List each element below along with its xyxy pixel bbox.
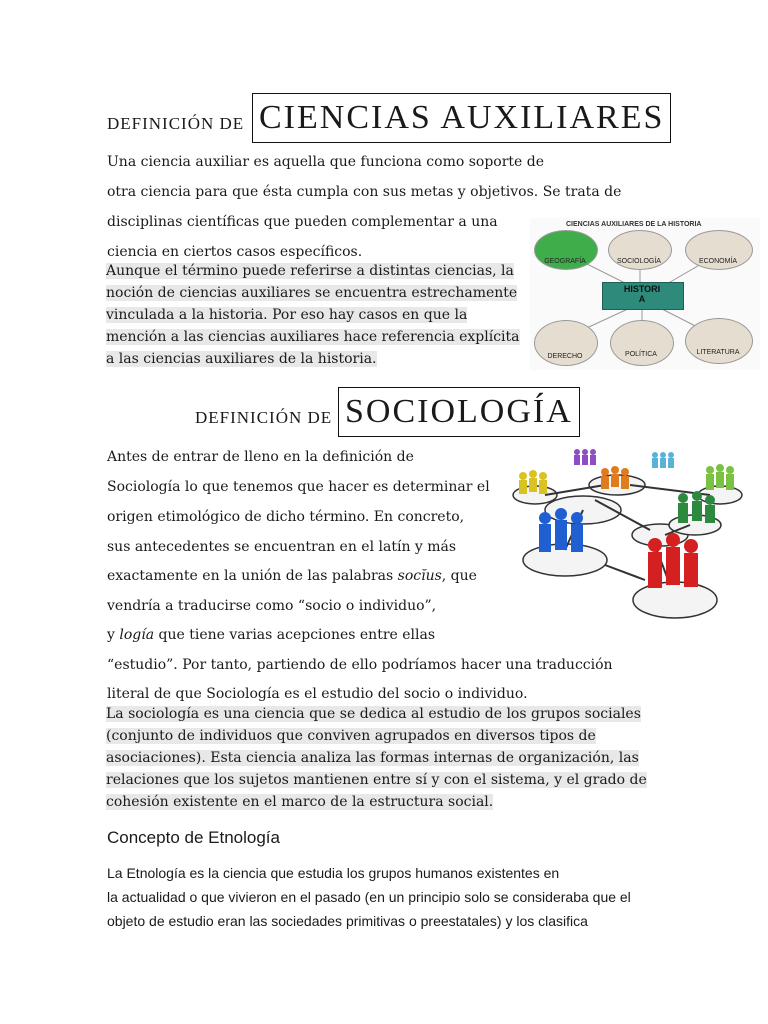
label-sociologia: SOCIOLOGÍA [617, 258, 661, 265]
history-diagram [530, 218, 760, 370]
text-span: exactamente en la unión de las palabras [107, 568, 398, 584]
section2-title: SOCIOLOGÍA [338, 387, 580, 437]
section1-highlight-line: a las ciencias auxiliares de la historia. [106, 351, 377, 367]
section2-highlight-line: La sociología es una ciencia que se dedica al estudio de los grupos sociales [106, 706, 641, 722]
diagram-title: CIENCIAS AUXILIARES DE LA HISTORIA [566, 221, 702, 228]
label-politica: POLÍTICA [625, 351, 657, 358]
section2-highlight-line: relaciones que los sujetos mantienen entre sí y con el sistema, y el grado de [106, 772, 647, 788]
label-derecho: DERECHO [547, 353, 583, 360]
section2-highlight-line: cohesión existente en el marco de la estructura social. [106, 794, 494, 810]
section1-highlight-line: Aunque el término puede referirse a distintas ciencias, la [106, 263, 514, 279]
section1-prefix: DEFINICIÓN DE [107, 114, 245, 133]
section3-line: La Etnología es la ciencia que estudia los grupos humanos existentes en [107, 865, 560, 881]
section3-title: Concepto de Etnología [107, 828, 280, 847]
section2-line: Antes de entrar de lleno en la definición de [107, 449, 414, 465]
section1-highlight-line: mención a las ciencias auxiliares hace referencia explícita [106, 329, 520, 345]
section2-line [107, 568, 477, 584]
section1-line: disciplinas científicas que pueden complementar a una [107, 214, 498, 230]
section3-line: la actualidad o que vivieron en el pasado (en un principio solo se consideraba que el [107, 889, 631, 905]
section2-line: vendría a traducirse como “socio o individuo”, [107, 598, 437, 614]
oval-politica [610, 320, 674, 366]
section2-highlight-line: asociaciones). Esta ciencia analiza las formas internas de organización, las [106, 750, 639, 766]
greek-word: logía [119, 627, 155, 643]
diagram-center-label: HISTORI A [623, 284, 661, 304]
section3-line: objeto de estudio eran las sociedades primitivas o preestatales) y los clasifica [107, 913, 588, 929]
section2-line: origen etimológico de dicho término. En concreto, [107, 509, 465, 525]
section1-line: ciencia en ciertos casos específicos. [107, 244, 363, 260]
text-span: , que [441, 568, 477, 584]
label-literatura: LITERATURA [696, 349, 740, 356]
label-economia: ECONOMÍA [698, 258, 738, 265]
section2-prefix: DEFINICIÓN DE [195, 408, 333, 427]
section1-line: Una ciencia auxiliar es aquella que funciona como soporte de [107, 154, 545, 170]
section1-highlight-line: vinculada a la historia. Por eso hay casos en que la [106, 307, 468, 323]
label-geografia: GEOGRAFÍA [544, 258, 586, 265]
latin-word: socĭus [397, 568, 442, 584]
section1-line: otra ciencia para que ésta cumpla con sus metas y objetivos. Se trata de [107, 184, 622, 200]
text-span: y [107, 627, 120, 643]
section2-line: sus antecedentes se encuentran en el latín y más [107, 539, 457, 555]
section1-highlight-line: noción de ciencias auxiliares se encuentra estrechamente [106, 285, 518, 301]
section2-line: Sociología lo que tenemos que hacer es determinar el [107, 479, 490, 495]
section2-highlight-line: (conjunto de individuos que conviven agrupados en diversos tipos de [106, 728, 596, 744]
section2-line [107, 627, 435, 643]
oval-literatura [685, 318, 753, 364]
section2-line: literal de que Sociología es el estudio del socio o individuo. [107, 686, 528, 702]
section2-line: “estudio”. Por tanto, partiendo de ello podríamos hacer una traducción [107, 657, 613, 673]
network-people-illustration [505, 440, 760, 630]
text-span: que tiene varias acepciones entre ellas [154, 627, 436, 643]
section1-title: CIENCIAS AUXILIARES [252, 93, 671, 143]
